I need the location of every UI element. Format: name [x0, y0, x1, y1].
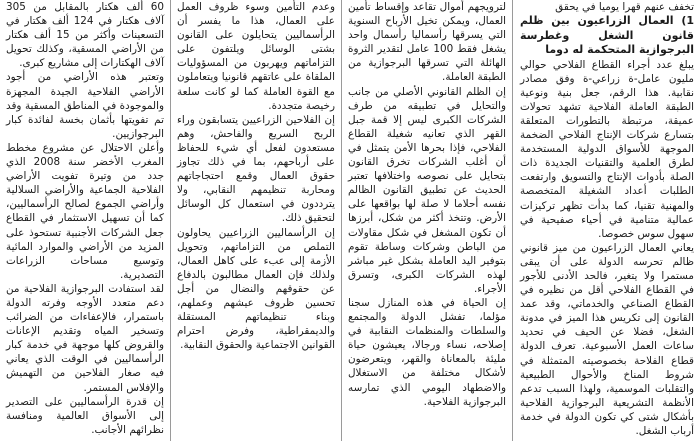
column-divider-2 [341, 0, 342, 441]
article-column-4 [0, 0, 170, 441]
column-3-paragraph-3: إن الرأسماليين الزراعيين يحاولون التملص من التزاماتهم، وتحويل الأزمة إلى عبء على كاهل العمال، ولذلك فإن العمال مطالبون بالدفاع عن حقوقهم والنضال من أجل تحسين ظروف عيشهم وعملهم، وبناء تنظيماتهم المستقلة والديمقراطية، وفرض احترام القوانين الاجتماعية والحقوق النقابية. [177, 226, 335, 352]
column-1-lead-text: تخفف عنهم قهرا يوميا في يحقق [555, 1, 694, 13]
section-heading: 1) العمال الزراعيون بين ظلم قانون الشغل وغطرسة البرجوازية المتحكمة له دوما [520, 14, 694, 57]
column-3-paragraph-2: إن الفلاحين الزراعيين يتسابقون وراء الربح السريع والفاحش، وهم مستعدون لفعل أي شيء للحفاظ على أرباحهم، بما في ذلك تجاوز حقوق العمال وقمع احتجاجاتهم ومحاربة تنظيمهم النقابي، ولا يترددون في استعمال كل الوسائل لتحقيق ذلك. [177, 113, 335, 225]
column-4-paragraph-2: وتعتبر هذه الأراضي من أجود الأراضي الفلاحية الجيدة المجهزة والموجودة في المناطق المسقية وقد تم تفويتها بأثمان بخسة لفائدة كبار البرجوازيين. [6, 71, 164, 140]
column-4-paragraph-4: لقد استفادت البرجوازية الفلاحية من دعم متعدد الأوجه وفرته الدولة باستمرار، فالإعفاءات من الضرائب وتسخير المياه وتقديم الإعانات والقروض كلها موجهة في خدمة كبار الرأسماليين في الوقت الذي يعاني فيه صغار الفلاحين من التهميش والإفلاس المستمر. [6, 282, 164, 394]
column-4-paragraph-3: وأعلن الاحتلال عن مشروع مخطط المغرب الأخضر سنة 2008 الذي جدد من وتيرة تفويت الأراضي الفلاحية الجماعية والأراضي السلالية وأراضي الجموع لصالح الرأسماليين، كما أن تسهيل الاستثمار في القطاع جعل الشركات الأجنبية تستحوذ على المزيد من الأراضي والموارد المائية وتوسيع مساحات الزراعات التصديرية. [6, 141, 164, 281]
column-divider-3 [170, 0, 171, 441]
article-column-3 [171, 0, 341, 441]
column-4-paragraph-5: إن قدرة الرأسماليين على التصدير إلى الأسواق العالمية ومنافسة نظرائهم الأجانب. [6, 395, 164, 436]
column-1-paragraph-2: يعاني العمال الزراعيون من ميز قانوني ظالم تحرسه الدولة على أن يبقى مستمرا ولا يتغير، فالحد الأدنى للأجور في القطاع الفلاحي أقل من نظيره في القطاع الصناعي والخدماتي، وقد عمد القانون إلى تكريس هذا الميز في مدونة الشغل، فضلا عن الحيف في تحديد ساعات العمل الأسبوعية. تعرف الدولة قطاع الفلاحة بخصوصيته المتمثلة في شروط المناخ والأحوال الطبيعية والتقلبات الموسمية، ولهذا السبب تدعم الأنظمة التشريعية البرجوازية الفلاحية بأشكال شتى كي تكون الدولة في خدمة أرباب الشغل. [520, 241, 694, 438]
column-3-paragraph-1: وعدم التأمين وسوء ظروف العمل على العمال، هذا ما يفسر أن الرأسماليين يتحايلون على القانون بشتى الوسائل ويلتفون على التزاماتهم ويهربون من المسؤوليات الملقاة على عاتقهم قانونيا ويتعاملون مع القوة العاملة كما لو كانت سلعة رخيصة متجددة. [177, 1, 335, 112]
column-divider-1 [512, 0, 513, 441]
column-2-paragraph-2: إن الظلم القانوني الأصلي من جانب والتحايل في تطبيقه من طرف الشركات الكبرى ليس إلا قمة جبل القهر الذي تعانيه شغيلة القطاع الفلاحي، فإذا بحرها الأمن يتمثل في أن أغلب الشركات تخرق القانون بتحايل على نصوصه واختلافها تعتبر الحديث عن تطبيق القانون الظالم نفسه أحلاما لا صلة لها بواقعها على الأرض. وتتخذ أكثر من شكل، أبرزها أن تكون المشغل في شكل مقاولات من الباطن وشركات وساطة تقوم بتوفير اليد العاملة بشكل غير مباشر لهذه الشركات الكبرى، وتسرق الأجراء. [348, 85, 506, 295]
article-column-2 [342, 0, 512, 441]
column-1-paragraph-1: يبلغ عدد أجراء القطاع الفلاحي حوالي مليون عامل-ة زراعي-ة وفق مصادر نقابية. هذا الرقم، جعل بنية ونوعية الطبقة العاملة الفلاحية تشهد تحولات عميقة، مرتبطة بالتطورات المتعلقة بتسارع شركات الإنتاج الفلاحي الضخمة الموجهة للأسواق الدولية المستخدمة لطرق العلمية والتقنيات الجديدة ذات الصلة بأدوات الإنتاج والتسويق وارتفعت الطلبات أعداد الشغيلة المتخصصة والمهنية تقنيا، كما بدأت تظهر تركيزات عمالية متنامية في أحياء صفيحية في سهول سوس خصوصا. [520, 58, 694, 240]
column-2-paragraph-3: إن الحياة في هذه المنازل سجنا مؤلما، تفشل الدولة والمجتمع والسلطات والمنظمات النقابية في إصلاحه، نساء ورجالا، يعيشون حياة مليئة بالمعاناة والقهر، ويتعرضون لأشكال مختلفة من الاستغلال والاضطهاد اليومي الذي تمارسه البرجوازية الفلاحية. [348, 296, 506, 408]
article-column-1 [514, 0, 700, 441]
column-4-paragraph-1: 60 ألف هكتار بالمقابل من 305 آلاف هكتار في 124 ألف هكتار في التسعينات وأكثر من 15 ألف هكتار من الأراضي المسقية، وكذلك تحويل آلاف الهكتارات إلى مشاريع كبرى. [6, 1, 164, 70]
column-2-paragraph-1: لترويجهم أموال تقاعد وإقساط تأمين العمال، ويمكن تخيل الأرباح السنوية التي يسرقها رأسماليا رأسمال واحد يشغل فقط 100 عامل لتقدير الثروة الهائلة التي تسرقها البرجوازية من الطبقة العاملة. [348, 1, 506, 84]
